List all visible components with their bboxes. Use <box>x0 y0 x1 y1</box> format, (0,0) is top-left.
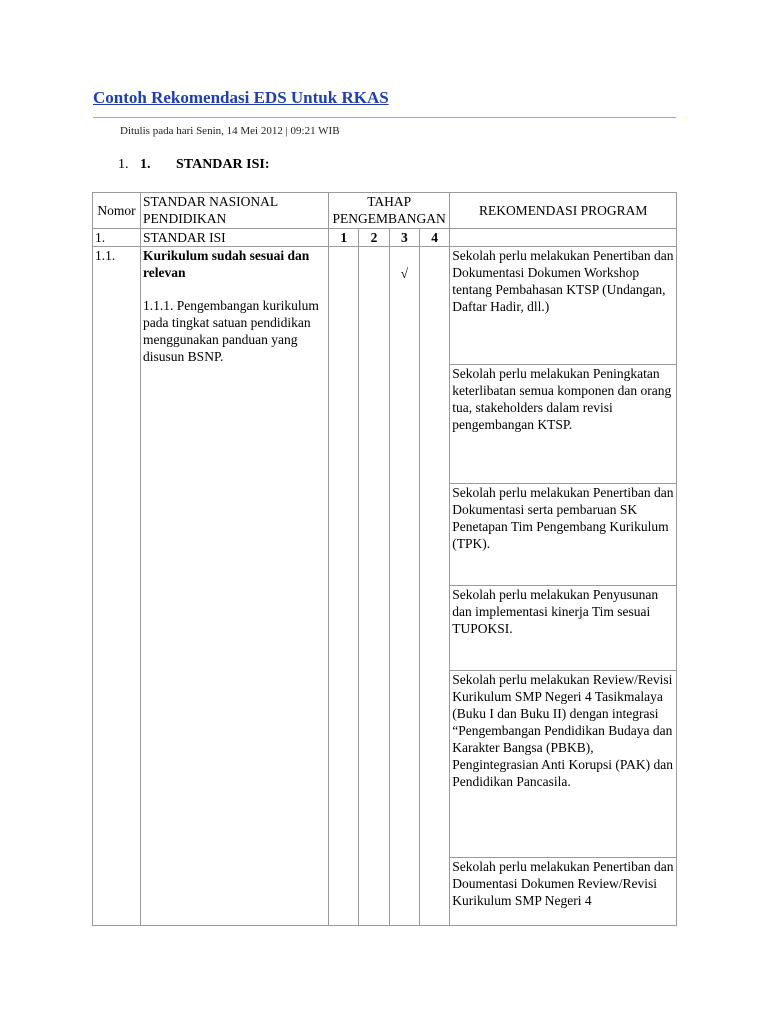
recommendation-2: Sekolah perlu melakukan Peningkatan keterlibatan semua komponen dan orang tua, stakeholders dalam revisi pengembangan KTSP. <box>450 365 677 484</box>
recommendation-3: Sekolah perlu melakukan Penertiban dan Dokumentasi serta pembaruan SK Penetapan Tim Pengembang Kurikulum (TPK). <box>450 484 677 586</box>
section-heading <box>118 157 269 173</box>
table-row-standar-isi <box>93 229 677 247</box>
cell-tahap-3: 3 <box>389 229 419 247</box>
post-meta: Ditulis pada hari Senin, 14 Mei 2012 | 09:21 WIB <box>120 125 340 137</box>
recommendation-1: Sekolah perlu melakukan Penertiban dan Dokumentasi Dokumen Workshop tentang Pembahasan KTSP (Undangan, Daftar Hadir, dll.) <box>450 247 677 365</box>
recommendation-4: Sekolah perlu melakukan Penyusunan dan implementasi kinerja Tim sesuai TUPOKSI. <box>450 586 677 671</box>
cell-tahap-4-val <box>419 247 449 926</box>
cell-tahap-4: 4 <box>419 229 449 247</box>
cell-tahap-2-val <box>359 247 389 926</box>
cell-empty <box>450 229 677 247</box>
section-number-outer: 1. <box>118 157 129 172</box>
section-number-inner: 1. <box>140 157 151 172</box>
header-standar: STANDAR NASIONAL PENDIDIKAN <box>141 193 329 229</box>
recommendation-5: Sekolah perlu melakukan Review/Revisi Kurikulum SMP Negeri 4 Tasikmalaya (Buku I dan Buku II) dengan integrasi “Pengembangan Pendidikan Budaya dan Karakter Bangsa (PBKB), Pengintegrasian Anti Korupsi (PAK) dan Pendidikan Pancasila. <box>450 671 677 858</box>
header-nomor: Nomor <box>93 193 141 229</box>
header-rekomendasi: REKOMENDASI PROGRAM <box>450 193 677 229</box>
cell-no: 1. <box>93 229 141 247</box>
check-mark: √ <box>389 247 419 926</box>
kriteria-text: Kurikulum sudah sesuai dan relevan <box>143 248 310 280</box>
article-title-link[interactable]: Contoh Rekomendasi EDS Untuk RKAS <box>93 88 389 107</box>
table-row <box>93 247 677 365</box>
indikator-text: 1.1.1. Pengembangan kurikulum pada tingkat satuan pendidikan menggunakan panduan yang disusun BSNP. <box>143 298 319 364</box>
section-title: STANDAR ISI: <box>176 157 270 172</box>
header-tahap: TAHAP PENGEMBANGAN <box>329 193 450 229</box>
table-header-row <box>93 193 677 229</box>
title-divider <box>93 117 676 118</box>
cell-standar-detail <box>141 247 329 926</box>
cell-tahap-1-val <box>329 247 359 926</box>
cell-tahap-1: 1 <box>329 229 359 247</box>
recommendation-6: Sekolah perlu melakukan Penertiban dan Doumentasi Dokumen Review/Revisi Kurikulum SMP Negeri 4 <box>450 858 677 926</box>
cell-no-1-1: 1.1. <box>93 247 141 926</box>
cell-tahap-2: 2 <box>359 229 389 247</box>
cell-standar: STANDAR ISI <box>141 229 329 247</box>
recommendation-table <box>92 192 677 926</box>
